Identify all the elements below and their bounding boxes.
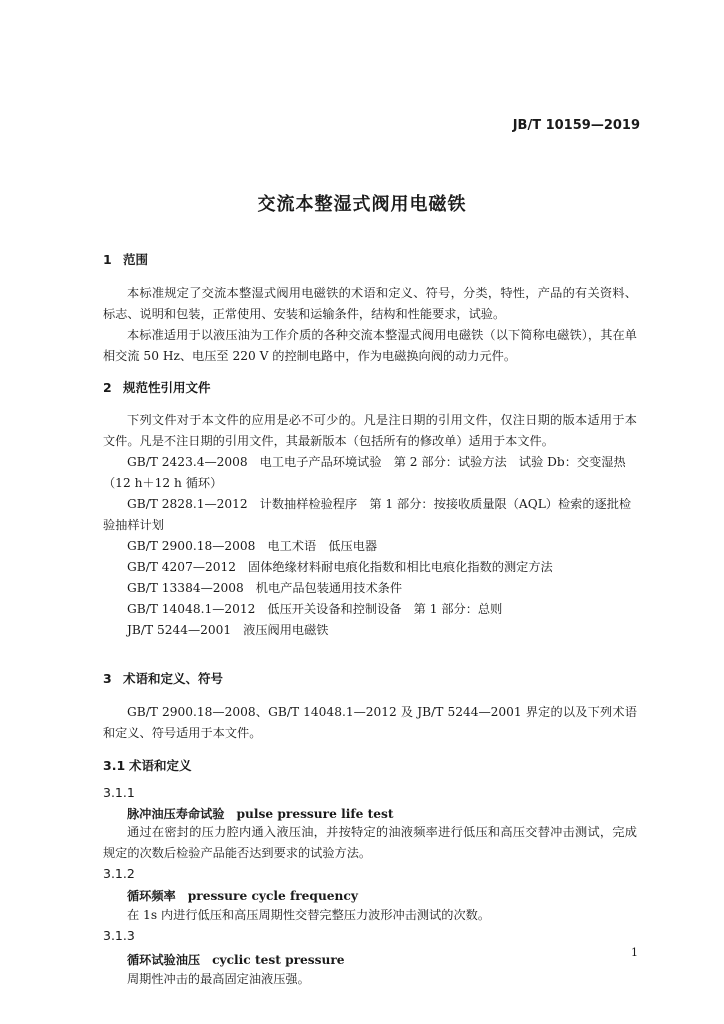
- section-3-1-number: 3.1: [103, 758, 126, 773]
- section-1-title: 范围: [123, 252, 149, 267]
- section-2-title: 规范性引用文件: [123, 380, 211, 395]
- section-1-heading: [103, 250, 148, 268]
- section-3-heading: [103, 669, 223, 687]
- reference-code: GB/T 2828.1—2012: [127, 497, 248, 511]
- section-1-number: 1: [103, 252, 112, 267]
- reference-item: [103, 494, 637, 536]
- reference-item: [103, 536, 637, 557]
- terms-intro: GB/T 2900.18—2008、GB/T 14048.1—2012 及 JB/T 5244—2001 界定的以及下列术语和定义、符号适用于本文件。: [103, 705, 637, 740]
- section-2-heading: [103, 378, 211, 396]
- reference-title: 计数抽样检验程序 第 1 部分：按接收质量限（AQL）检索的逐批检验抽样计划: [103, 497, 632, 532]
- reference-item: [103, 578, 637, 599]
- term-zh: 循环试验油压: [127, 953, 201, 967]
- reference-item: [103, 620, 637, 641]
- reference-title: 固体绝缘材料耐电痕化指数和相比电痕化指数的测定方法: [248, 560, 553, 574]
- section-3-1-heading: [103, 756, 192, 774]
- reference-item: [103, 452, 637, 494]
- section-3-title: 术语和定义、符号: [123, 671, 224, 686]
- reference-code: GB/T 2900.18—2008: [127, 539, 256, 553]
- reference-title: 机电产品包装通用技术条件: [255, 581, 403, 595]
- term-en: pressure cycle frequency: [187, 889, 358, 903]
- scope-paragraph-1: 本标准规定了交流本整湿式阀用电磁铁的术语和定义、符号，分类，特性，产品的有关资料、标志、说明和包装，正常使用、安装和运输条件，结构和性能要求，试验。: [103, 286, 637, 321]
- scope-paragraph-2: 本标准适用于以液压油为工作介质的各种交流本整湿式阀用电磁铁（以下简称电磁铁），其在单相交流 50 Hz、电压至 220 V 的控制电路中，作为电磁换向阀的动力元件。: [103, 328, 637, 363]
- reference-title: 低压开关设备和控制设备 第 1 部分：总则: [267, 602, 503, 616]
- term-clause-number: 3.1.2: [103, 866, 135, 881]
- reference-code: GB/T 13384—2008: [127, 581, 244, 595]
- section-3-number: 3: [103, 671, 112, 686]
- term-en: pulse pressure life test: [236, 807, 394, 821]
- term-definition: 通过在密封的压力腔内通入液压油，并按特定的油液频率进行低压和高压交替冲击测试，完成规定的次数后检验产品能否达到要求的试验方法。: [103, 825, 637, 860]
- references-intro: 下列文件对于本文件的应用是必不可少的。凡是注日期的引用文件，仅注日期的版本适用于本文件。凡是不注日期的引用文件，其最新版本（包括所有的修改单）适用于本文件。: [103, 413, 637, 448]
- reference-code: GB/T 2423.4—2008: [127, 455, 248, 469]
- reference-code: GB/T 14048.1—2012: [127, 602, 256, 616]
- term-definition: 周期性冲击的最高固定油液压强。: [127, 972, 310, 986]
- term-zh: 脉冲油压寿命试验: [127, 807, 225, 821]
- term-zh: 循环频率: [127, 889, 176, 903]
- term-definition: 在 1s 内进行低压和高压周期性交替完整压力波形冲击测试的次数。: [127, 908, 491, 922]
- term-heading: [127, 805, 393, 822]
- reference-item: [103, 557, 637, 578]
- page-number: 1: [631, 946, 638, 959]
- reference-code: GB/T 4207—2012: [127, 560, 237, 574]
- document-title: 交流本整湿式阀用电磁铁: [257, 194, 467, 215]
- standard-number: JB/T 10159—2019: [512, 118, 640, 133]
- section-3-1-title: 术语和定义: [129, 758, 192, 773]
- term-en: cyclic test pressure: [212, 953, 345, 967]
- reference-title: 电工术语 低压电器: [267, 539, 378, 553]
- reference-title: 电工电子产品环境试验 第 2 部分：试验方法 试验 Db：交变湿热（12 h＋12 h 循环）: [103, 455, 626, 490]
- term-heading: [127, 887, 358, 904]
- term-clause-number: 3.1.1: [103, 785, 135, 800]
- term-clause-number: 3.1.3: [103, 928, 135, 943]
- reference-code: JB/T 5244—2001: [127, 623, 232, 637]
- term-heading: [127, 951, 345, 968]
- reference-title: 液压阀用电磁铁: [243, 623, 329, 637]
- section-2-number: 2: [103, 380, 112, 395]
- reference-item: [103, 599, 637, 620]
